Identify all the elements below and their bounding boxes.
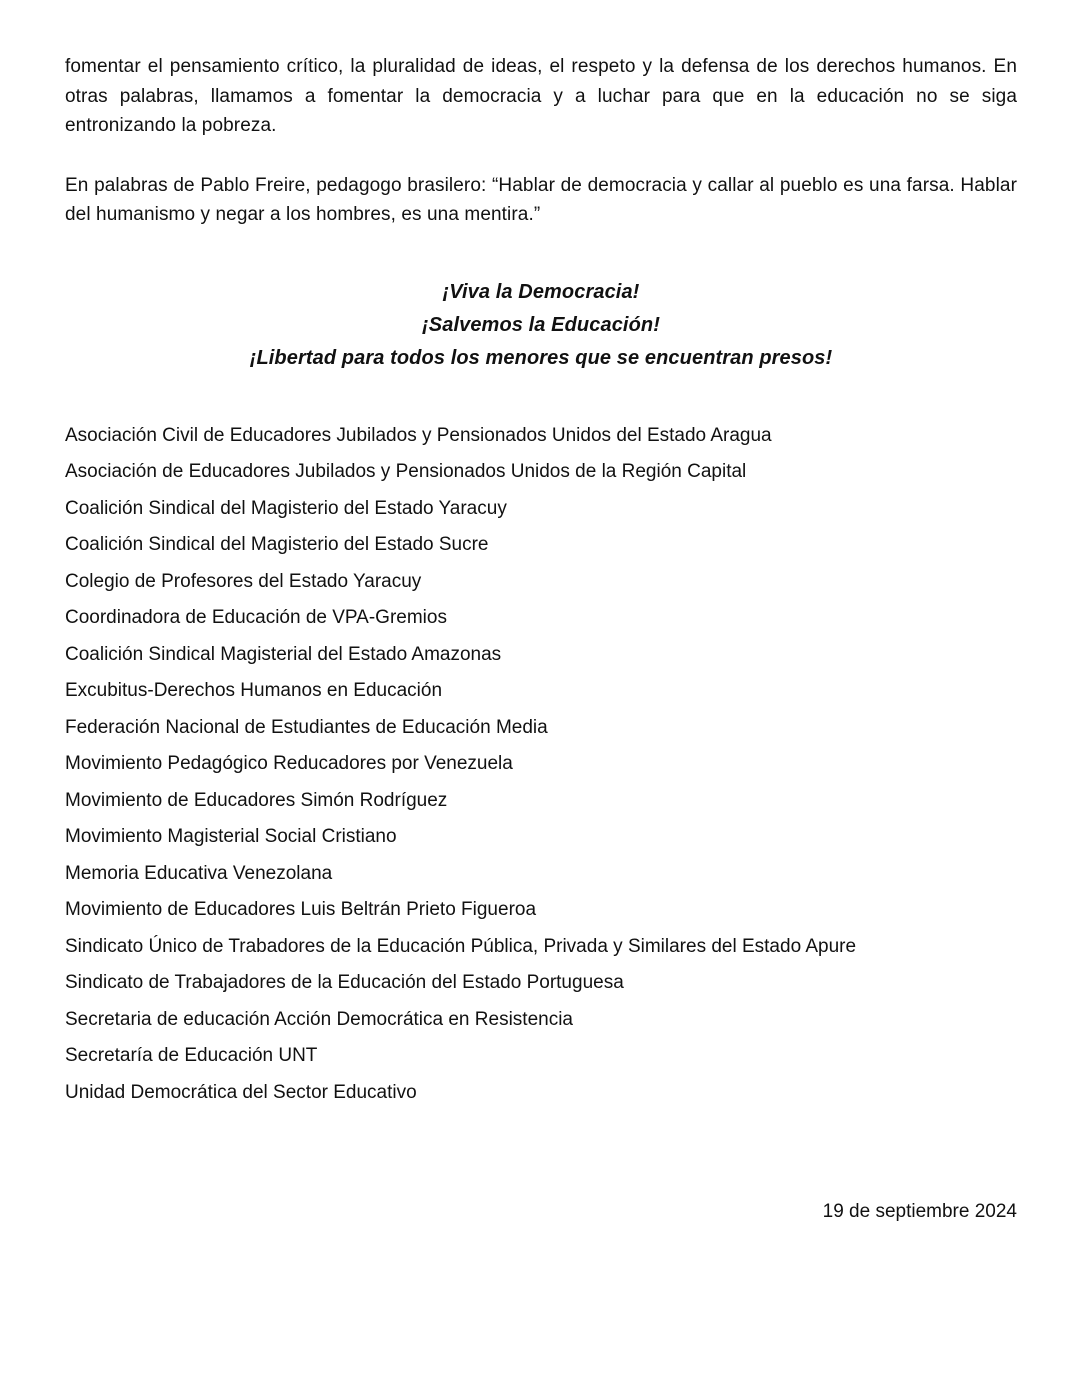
signatory-item: Asociación de Educadores Jubilados y Pensionados Unidos de la Región Capital	[65, 461, 747, 482]
signatory-item: Coalición Sindical del Magisterio del Estado Sucre	[65, 534, 489, 555]
signatory-item: Coalición Sindical del Magisterio del Estado Yaracuy	[65, 497, 507, 519]
signatory-item: Memoria Educativa Venezolana	[65, 862, 333, 884]
signatory-item: Movimiento de Educadores Simón Rodríguez	[65, 789, 448, 811]
signatory-item: Secretaria de educación Acción Democrática en Resistencia	[65, 1008, 573, 1030]
signatory-list	[65, 425, 1017, 1103]
body-paragraph: fomentar el pensamiento crítico, la pluralidad de ideas, el respeto y la defensa de los derechos humanos. En otras palabras, llamamos a fomentar la democracia y a luchar para que en la educación no se siga entronizando la pobreza.	[65, 56, 1017, 136]
signatory-item: Coordinadora de Educación de VPA-Gremios	[65, 607, 447, 628]
signatory-item: Asociación Civil de Educadores Jubilados y Pensionados Unidos del Estado Aragua	[65, 424, 772, 446]
signatory-item: Secretaría de Educación UNT	[65, 1045, 318, 1066]
signatory-item: Movimiento Magisterial Social Cristiano	[65, 826, 397, 847]
slogan-line: ¡Libertad para todos los menores que se encuentran presos!	[249, 346, 833, 369]
signatory-item: Excubitus-Derechos Humanos en Educación	[65, 680, 443, 701]
quote-paragraph: En palabras de Pablo Freire, pedagogo brasilero: “Hablar de democracia y callar al pueblo es una farsa. Hablar del humanismo y negar a los hombres, es una mentira.”	[65, 174, 1017, 225]
signatory-item: Sindicato Único de Trabadores de la Educación Pública, Privada y Similares del Estado Apure	[65, 935, 857, 957]
signatory-item: Movimiento Pedagógico Reducadores por Venezuela	[65, 753, 513, 774]
signatory-item: Unidad Democrática del Sector Educativo	[65, 1081, 417, 1103]
signatory-item: Federación Nacional de Estudiantes de Educación Media	[65, 716, 548, 738]
document-date: 19 de septiembre 2024	[822, 1201, 1017, 1222]
signatory-item: Movimiento de Educadores Luis Beltrán Prieto Figueroa	[65, 899, 537, 920]
slogan-block	[65, 276, 1017, 375]
signatory-item: Sindicato de Trabajadores de la Educación del Estado Portuguesa	[65, 972, 624, 993]
slogan-line: ¡Viva la Democracia!	[442, 280, 640, 303]
signatory-item: Colegio de Profesores del Estado Yaracuy	[65, 570, 422, 592]
signatory-item: Coalición Sindical Magisterial del Estado Amazonas	[65, 643, 502, 665]
slogan-line: ¡Salvemos la Educación!	[422, 313, 660, 336]
